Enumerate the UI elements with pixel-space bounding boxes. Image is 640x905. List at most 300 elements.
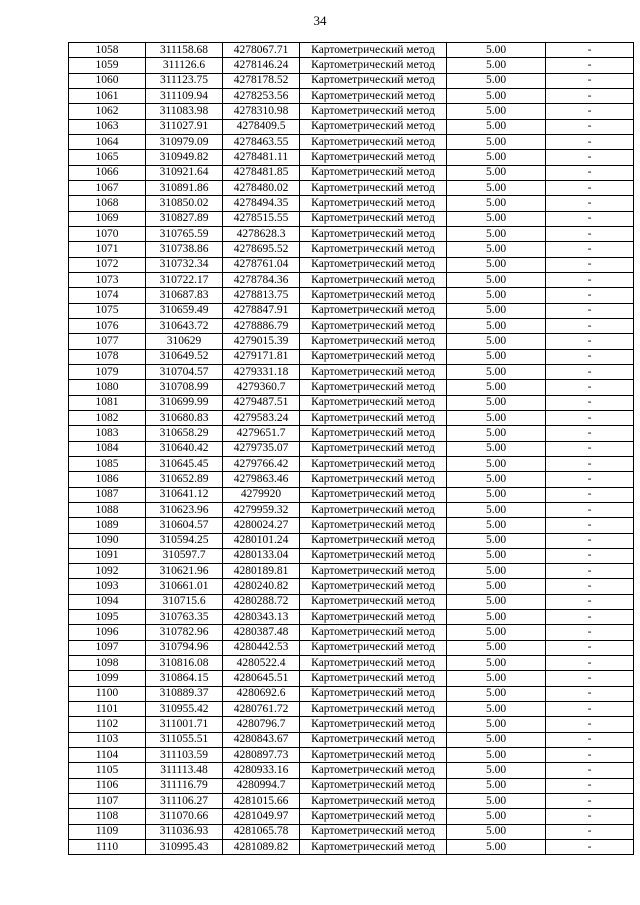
y-coordinate-cell: 4280387.48 (223, 625, 300, 640)
note-cell: - (546, 778, 634, 793)
accuracy-cell: 5.00 (447, 824, 546, 839)
method-cell: Картометрический метод (300, 104, 447, 119)
x-coordinate-cell: 310699.99 (146, 395, 223, 410)
method-cell: Картометрический метод (300, 502, 447, 517)
x-coordinate-cell: 310763.35 (146, 610, 223, 625)
table-row (69, 732, 634, 747)
method-cell: Картометрический метод (300, 518, 447, 533)
x-coordinate-cell: 311158.68 (146, 43, 223, 58)
x-coordinate-cell: 311055.51 (146, 732, 223, 747)
x-coordinate-cell: 310995.43 (146, 840, 223, 855)
point-number-cell: 1094 (69, 594, 146, 609)
table-row (69, 671, 634, 686)
y-coordinate-cell: 4278481.11 (223, 150, 300, 165)
y-coordinate-cell: 4280933.16 (223, 763, 300, 778)
table-row (69, 43, 634, 58)
x-coordinate-cell: 310955.42 (146, 702, 223, 717)
method-cell: Картометрический метод (300, 257, 447, 272)
x-coordinate-cell: 311116.79 (146, 778, 223, 793)
x-coordinate-cell: 310949.82 (146, 150, 223, 165)
note-cell: - (546, 748, 634, 763)
table-row (69, 364, 634, 379)
point-number-cell: 1088 (69, 502, 146, 517)
table-row (69, 257, 634, 272)
table-row (69, 73, 634, 88)
point-number-cell: 1069 (69, 211, 146, 226)
method-cell: Картометрический метод (300, 533, 447, 548)
point-number-cell: 1105 (69, 763, 146, 778)
y-coordinate-cell: 4278761.04 (223, 257, 300, 272)
x-coordinate-cell: 310643.72 (146, 318, 223, 333)
method-cell: Картометрический метод (300, 809, 447, 824)
x-coordinate-cell: 310782.96 (146, 625, 223, 640)
page-number: 34 (313, 13, 327, 28)
x-coordinate-cell: 311036.93 (146, 824, 223, 839)
y-coordinate-cell: 4281089.82 (223, 840, 300, 855)
accuracy-cell: 5.00 (447, 134, 546, 149)
y-coordinate-cell: 4278481.85 (223, 165, 300, 180)
y-coordinate-cell: 4281015.66 (223, 794, 300, 809)
method-cell: Картометрический метод (300, 594, 447, 609)
accuracy-cell: 5.00 (447, 656, 546, 671)
y-coordinate-cell: 4280133.04 (223, 548, 300, 563)
method-cell: Картометрический метод (300, 165, 447, 180)
x-coordinate-cell: 311070.66 (146, 809, 223, 824)
point-number-cell: 1071 (69, 242, 146, 257)
x-coordinate-cell: 311126.6 (146, 58, 223, 73)
point-number-cell: 1077 (69, 334, 146, 349)
note-cell: - (546, 763, 634, 778)
accuracy-cell: 5.00 (447, 717, 546, 732)
method-cell: Картометрический метод (300, 564, 447, 579)
note-cell: - (546, 288, 634, 303)
method-cell: Картометрический метод (300, 824, 447, 839)
y-coordinate-cell: 4279735.07 (223, 441, 300, 456)
method-cell: Картометрический метод (300, 579, 447, 594)
table-row (69, 380, 634, 395)
x-coordinate-cell: 310891.86 (146, 180, 223, 195)
accuracy-cell: 5.00 (447, 58, 546, 73)
x-coordinate-cell: 310704.57 (146, 364, 223, 379)
note-cell: - (546, 150, 634, 165)
note-cell: - (546, 196, 634, 211)
note-cell: - (546, 58, 634, 73)
note-cell: - (546, 180, 634, 195)
x-coordinate-cell: 310687.83 (146, 288, 223, 303)
y-coordinate-cell: 4279920 (223, 487, 300, 502)
method-cell: Картометрический метод (300, 472, 447, 487)
note-cell: - (546, 840, 634, 855)
y-coordinate-cell: 4279583.24 (223, 410, 300, 425)
method-cell: Картометрический метод (300, 732, 447, 747)
note-cell: - (546, 426, 634, 441)
point-number-cell: 1076 (69, 318, 146, 333)
table-row (69, 548, 634, 563)
x-coordinate-cell: 311123.75 (146, 73, 223, 88)
point-number-cell: 1102 (69, 717, 146, 732)
table-row (69, 58, 634, 73)
accuracy-cell: 5.00 (447, 594, 546, 609)
table-row (69, 579, 634, 594)
accuracy-cell: 5.00 (447, 73, 546, 88)
accuracy-cell: 5.00 (447, 303, 546, 318)
x-coordinate-cell: 310640.42 (146, 441, 223, 456)
note-cell: - (546, 732, 634, 747)
table-row (69, 272, 634, 287)
coordinates-table (68, 42, 634, 855)
point-number-cell: 1091 (69, 548, 146, 563)
table-row (69, 441, 634, 456)
note-cell: - (546, 564, 634, 579)
x-coordinate-cell: 310732.34 (146, 257, 223, 272)
accuracy-cell: 5.00 (447, 518, 546, 533)
method-cell: Картометрический метод (300, 364, 447, 379)
accuracy-cell: 5.00 (447, 732, 546, 747)
accuracy-cell: 5.00 (447, 610, 546, 625)
method-cell: Картометрический метод (300, 778, 447, 793)
point-number-cell: 1065 (69, 150, 146, 165)
y-coordinate-cell: 4278463.55 (223, 134, 300, 149)
x-coordinate-cell: 310864.15 (146, 671, 223, 686)
point-number-cell: 1083 (69, 426, 146, 441)
point-number-cell: 1097 (69, 640, 146, 655)
note-cell: - (546, 610, 634, 625)
y-coordinate-cell: 4280442.53 (223, 640, 300, 655)
y-coordinate-cell: 4278494.35 (223, 196, 300, 211)
note-cell: - (546, 533, 634, 548)
x-coordinate-cell: 310715.6 (146, 594, 223, 609)
note-cell: - (546, 410, 634, 425)
method-cell: Картометрический метод (300, 196, 447, 211)
method-cell: Картометрический метод (300, 671, 447, 686)
accuracy-cell: 5.00 (447, 763, 546, 778)
y-coordinate-cell: 4279651.7 (223, 426, 300, 441)
note-cell: - (546, 364, 634, 379)
point-number-cell: 1082 (69, 410, 146, 425)
x-coordinate-cell: 310604.57 (146, 518, 223, 533)
table-row (69, 410, 634, 425)
accuracy-cell: 5.00 (447, 88, 546, 103)
accuracy-cell: 5.00 (447, 380, 546, 395)
accuracy-cell: 5.00 (447, 686, 546, 701)
table-row (69, 165, 634, 180)
table-row (69, 318, 634, 333)
accuracy-cell: 5.00 (447, 364, 546, 379)
note-cell: - (546, 594, 634, 609)
method-cell: Картометрический метод (300, 134, 447, 149)
method-cell: Картометрический метод (300, 58, 447, 73)
method-cell: Картометрический метод (300, 119, 447, 134)
y-coordinate-cell: 4279360.7 (223, 380, 300, 395)
y-coordinate-cell: 4280343.13 (223, 610, 300, 625)
point-number-cell: 1074 (69, 288, 146, 303)
point-number-cell: 1108 (69, 809, 146, 824)
y-coordinate-cell: 4279766.42 (223, 456, 300, 471)
table-row (69, 134, 634, 149)
point-number-cell: 1096 (69, 625, 146, 640)
y-coordinate-cell: 4278628.3 (223, 226, 300, 241)
note-cell: - (546, 395, 634, 410)
point-number-cell: 1086 (69, 472, 146, 487)
accuracy-cell: 5.00 (447, 809, 546, 824)
y-coordinate-cell: 4278178.52 (223, 73, 300, 88)
method-cell: Картометрический метод (300, 242, 447, 257)
note-cell: - (546, 686, 634, 701)
note-cell: - (546, 794, 634, 809)
y-coordinate-cell: 4280843.67 (223, 732, 300, 747)
point-number-cell: 1087 (69, 487, 146, 502)
y-coordinate-cell: 4278409.5 (223, 119, 300, 134)
y-coordinate-cell: 4281065.78 (223, 824, 300, 839)
y-coordinate-cell: 4280240.82 (223, 579, 300, 594)
y-coordinate-cell: 4280897.73 (223, 748, 300, 763)
method-cell: Картометрический метод (300, 395, 447, 410)
table-row (69, 426, 634, 441)
note-cell: - (546, 456, 634, 471)
x-coordinate-cell: 310889.37 (146, 686, 223, 701)
y-coordinate-cell: 4278310.98 (223, 104, 300, 119)
x-coordinate-cell: 310621.96 (146, 564, 223, 579)
accuracy-cell: 5.00 (447, 226, 546, 241)
table-row (69, 610, 634, 625)
note-cell: - (546, 257, 634, 272)
accuracy-cell: 5.00 (447, 180, 546, 195)
table-row (69, 625, 634, 640)
note-cell: - (546, 472, 634, 487)
note-cell: - (546, 441, 634, 456)
method-cell: Картометрический метод (300, 456, 447, 471)
method-cell: Картометрический метод (300, 410, 447, 425)
accuracy-cell: 5.00 (447, 395, 546, 410)
note-cell: - (546, 625, 634, 640)
method-cell: Картометрический метод (300, 487, 447, 502)
method-cell: Картометрический метод (300, 840, 447, 855)
x-coordinate-cell: 310794.96 (146, 640, 223, 655)
x-coordinate-cell: 310649.52 (146, 349, 223, 364)
point-number-cell: 1072 (69, 257, 146, 272)
accuracy-cell: 5.00 (447, 625, 546, 640)
point-number-cell: 1095 (69, 610, 146, 625)
table-row (69, 518, 634, 533)
note-cell: - (546, 809, 634, 824)
table-row (69, 840, 634, 855)
note-cell: - (546, 380, 634, 395)
y-coordinate-cell: 4280288.72 (223, 594, 300, 609)
table-row (69, 104, 634, 119)
point-number-cell: 1101 (69, 702, 146, 717)
note-cell: - (546, 656, 634, 671)
x-coordinate-cell: 310658.29 (146, 426, 223, 441)
accuracy-cell: 5.00 (447, 840, 546, 855)
note-cell: - (546, 43, 634, 58)
note-cell: - (546, 165, 634, 180)
point-number-cell: 1070 (69, 226, 146, 241)
y-coordinate-cell: 4281049.97 (223, 809, 300, 824)
x-coordinate-cell: 310661.01 (146, 579, 223, 594)
x-coordinate-cell: 310979.09 (146, 134, 223, 149)
coordinates-table-body (69, 43, 634, 855)
method-cell: Картометрический метод (300, 272, 447, 287)
accuracy-cell: 5.00 (447, 426, 546, 441)
accuracy-cell: 5.00 (447, 579, 546, 594)
table-row (69, 288, 634, 303)
y-coordinate-cell: 4278847.91 (223, 303, 300, 318)
accuracy-cell: 5.00 (447, 43, 546, 58)
point-number-cell: 1089 (69, 518, 146, 533)
accuracy-cell: 5.00 (447, 456, 546, 471)
point-number-cell: 1092 (69, 564, 146, 579)
point-number-cell: 1107 (69, 794, 146, 809)
note-cell: - (546, 104, 634, 119)
method-cell: Картометрический метод (300, 226, 447, 241)
point-number-cell: 1060 (69, 73, 146, 88)
method-cell: Картометрический метод (300, 686, 447, 701)
point-number-cell: 1059 (69, 58, 146, 73)
x-coordinate-cell: 310645.45 (146, 456, 223, 471)
table-row (69, 196, 634, 211)
point-number-cell: 1064 (69, 134, 146, 149)
accuracy-cell: 5.00 (447, 165, 546, 180)
point-number-cell: 1090 (69, 533, 146, 548)
note-cell: - (546, 318, 634, 333)
x-coordinate-cell: 310623.96 (146, 502, 223, 517)
x-coordinate-cell: 311109.94 (146, 88, 223, 103)
x-coordinate-cell: 310765.59 (146, 226, 223, 241)
point-number-cell: 1100 (69, 686, 146, 701)
accuracy-cell: 5.00 (447, 502, 546, 517)
point-number-cell: 1078 (69, 349, 146, 364)
x-coordinate-cell: 310827.89 (146, 211, 223, 226)
table-row (69, 303, 634, 318)
x-coordinate-cell: 310850.02 (146, 196, 223, 211)
x-coordinate-cell: 310680.83 (146, 410, 223, 425)
x-coordinate-cell: 310659.49 (146, 303, 223, 318)
point-number-cell: 1109 (69, 824, 146, 839)
method-cell: Картометрический метод (300, 426, 447, 441)
x-coordinate-cell: 311106.27 (146, 794, 223, 809)
point-number-cell: 1079 (69, 364, 146, 379)
accuracy-cell: 5.00 (447, 349, 546, 364)
y-coordinate-cell: 4279487.51 (223, 395, 300, 410)
x-coordinate-cell: 310652.89 (146, 472, 223, 487)
point-number-cell: 1080 (69, 380, 146, 395)
point-number-cell: 1073 (69, 272, 146, 287)
accuracy-cell: 5.00 (447, 778, 546, 793)
y-coordinate-cell: 4280692.6 (223, 686, 300, 701)
point-number-cell: 1103 (69, 732, 146, 747)
y-coordinate-cell: 4278067.71 (223, 43, 300, 58)
y-coordinate-cell: 4280796.7 (223, 717, 300, 732)
point-number-cell: 1058 (69, 43, 146, 58)
table-row (69, 502, 634, 517)
x-coordinate-cell: 310597.7 (146, 548, 223, 563)
accuracy-cell: 5.00 (447, 150, 546, 165)
table-row (69, 349, 634, 364)
accuracy-cell: 5.00 (447, 119, 546, 134)
y-coordinate-cell: 4278515.55 (223, 211, 300, 226)
table-row (69, 226, 634, 241)
x-coordinate-cell: 310641.12 (146, 487, 223, 502)
accuracy-cell: 5.00 (447, 104, 546, 119)
y-coordinate-cell: 4279863.46 (223, 472, 300, 487)
point-number-cell: 1063 (69, 119, 146, 134)
accuracy-cell: 5.00 (447, 318, 546, 333)
point-number-cell: 1099 (69, 671, 146, 686)
table-row (69, 640, 634, 655)
method-cell: Картометрический метод (300, 211, 447, 226)
method-cell: Картометрический метод (300, 88, 447, 103)
y-coordinate-cell: 4279171.81 (223, 349, 300, 364)
method-cell: Картометрический метод (300, 180, 447, 195)
y-coordinate-cell: 4280189.81 (223, 564, 300, 579)
y-coordinate-cell: 4279015.39 (223, 334, 300, 349)
y-coordinate-cell: 4280024.27 (223, 518, 300, 533)
method-cell: Картометрический метод (300, 610, 447, 625)
table-row (69, 334, 634, 349)
method-cell: Картометрический метод (300, 380, 447, 395)
point-number-cell: 1106 (69, 778, 146, 793)
method-cell: Картометрический метод (300, 640, 447, 655)
x-coordinate-cell: 311083.98 (146, 104, 223, 119)
accuracy-cell: 5.00 (447, 334, 546, 349)
method-cell: Картометрический метод (300, 303, 447, 318)
accuracy-cell: 5.00 (447, 257, 546, 272)
method-cell: Картометрический метод (300, 794, 447, 809)
x-coordinate-cell: 310921.64 (146, 165, 223, 180)
method-cell: Картометрический метод (300, 702, 447, 717)
accuracy-cell: 5.00 (447, 272, 546, 287)
note-cell: - (546, 73, 634, 88)
accuracy-cell: 5.00 (447, 288, 546, 303)
accuracy-cell: 5.00 (447, 441, 546, 456)
method-cell: Картометрический метод (300, 717, 447, 732)
note-cell: - (546, 824, 634, 839)
point-number-cell: 1081 (69, 395, 146, 410)
accuracy-cell: 5.00 (447, 196, 546, 211)
point-number-cell: 1110 (69, 840, 146, 855)
accuracy-cell: 5.00 (447, 211, 546, 226)
table-row (69, 564, 634, 579)
x-coordinate-cell: 310738.86 (146, 242, 223, 257)
accuracy-cell: 5.00 (447, 410, 546, 425)
note-cell: - (546, 518, 634, 533)
point-number-cell: 1085 (69, 456, 146, 471)
method-cell: Картометрический метод (300, 150, 447, 165)
table-row (69, 472, 634, 487)
note-cell: - (546, 717, 634, 732)
point-number-cell: 1062 (69, 104, 146, 119)
note-cell: - (546, 487, 634, 502)
point-number-cell: 1104 (69, 748, 146, 763)
table-row (69, 211, 634, 226)
method-cell: Картометрический метод (300, 334, 447, 349)
point-number-cell: 1093 (69, 579, 146, 594)
point-number-cell: 1068 (69, 196, 146, 211)
note-cell: - (546, 548, 634, 563)
y-coordinate-cell: 4280522.4 (223, 656, 300, 671)
y-coordinate-cell: 4278146.24 (223, 58, 300, 73)
accuracy-cell: 5.00 (447, 748, 546, 763)
note-cell: - (546, 226, 634, 241)
note-cell: - (546, 211, 634, 226)
table-row (69, 88, 634, 103)
x-coordinate-cell: 311113.48 (146, 763, 223, 778)
point-number-cell: 1061 (69, 88, 146, 103)
table-row (69, 824, 634, 839)
accuracy-cell: 5.00 (447, 640, 546, 655)
table-row (69, 748, 634, 763)
point-number-cell: 1098 (69, 656, 146, 671)
